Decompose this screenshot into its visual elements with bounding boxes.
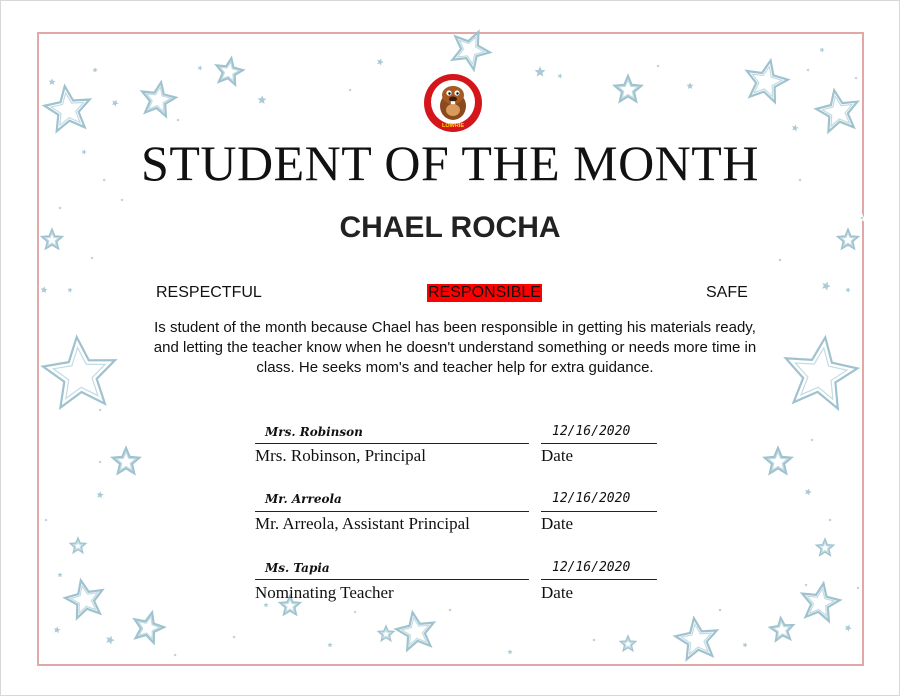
star-icon [40,285,49,294]
star-icon [791,123,800,133]
star-icon [47,77,57,86]
star-icon [557,72,564,80]
date-line [541,579,657,580]
star-icon [91,66,99,73]
star-icon [232,634,237,640]
star-icon [752,67,782,97]
date-line [541,443,657,444]
star-icon [828,517,834,523]
certificate-title: STUDENT OF THE MONTH [141,135,759,191]
star-icon [822,96,852,126]
signature-line [255,579,529,580]
star-icon [795,348,847,399]
date-label: Date [541,514,574,533]
star-icon [71,586,98,613]
star-icon [97,459,103,465]
star-icon [352,609,358,615]
star-icon [747,61,788,103]
star-icon [845,286,853,294]
star-icon [53,348,105,399]
star-icon [90,255,96,261]
star-icon [396,612,434,650]
star-icon [742,641,750,649]
star-icon [96,490,105,499]
star-icon [53,625,62,634]
star-icon [376,57,385,67]
star-icon [326,641,334,648]
signature-principal: Mrs. Robinson [265,425,363,439]
star-icon [802,583,840,621]
star-icon [819,46,827,54]
logo-text: LOWRIE [442,123,464,129]
star-icon [217,58,243,84]
signature-nominating-teacher: Ms. Tapia [265,561,330,575]
star-icon [65,580,102,618]
star-icon [44,517,50,523]
star-icon [810,437,816,443]
star-icon [685,81,695,90]
star-icon [172,652,178,658]
star-icon [57,205,63,210]
trait-safe: SAFE [706,284,748,301]
star-icon [453,32,490,70]
star-icon [97,407,103,413]
star-icon [807,589,834,616]
star-icon [804,487,813,497]
star-icon [142,82,176,116]
date-line [541,511,657,512]
date-label: Date [541,583,574,602]
star-icon [681,624,711,654]
star-icon [592,637,597,643]
star-icon [56,571,64,578]
beaver-mascot-icon [423,73,483,133]
star-icon [147,87,171,111]
star-icon [44,86,89,131]
star-icon [786,337,858,408]
signature-caption: Mr. Arreola, Assistant Principal [255,514,470,533]
star-icon [816,90,857,132]
star-icon [111,99,120,108]
star-icon [105,634,116,645]
date-value: 12/16/2020 [552,560,631,575]
star-icon [67,286,75,294]
date-value: 12/16/2020 [552,424,631,439]
star-icon [51,93,84,125]
star-icon [777,257,783,262]
student-name: CHAEL ROCHA [339,211,561,244]
signature-line [255,511,529,512]
star-icon [803,582,809,588]
star-icon [256,94,267,105]
trait-responsible-highlighted: RESPONSIBLE [428,284,541,301]
star-icon [43,337,115,408]
star-icon [176,117,182,123]
star-icon [717,607,723,612]
star-icon [675,618,717,659]
star-icon [854,75,860,81]
star-icon [120,197,126,203]
star-icon [533,65,546,78]
star-icon [402,618,429,645]
star-icon [855,585,861,591]
star-icon [844,624,853,633]
star-icon [806,67,812,73]
star-icon [821,280,832,291]
star-icon [447,607,453,612]
award-reason: Is student of the month because Chael has been responsible in getting his materials ready, and letting the teacher know when he doesn't understand something or needs more time in class. He seeks mom's and teacher help for extra guidance. [153,319,757,376]
signature-line [255,443,529,444]
date-value: 12/16/2020 [552,491,631,506]
signature-assistant-principal: Mr. Arreola [265,492,342,506]
date-label: Date [541,446,574,465]
trait-respectful: RESPECTFUL [156,284,262,301]
star-icon [656,63,662,69]
star-icon [506,648,514,655]
star-icon [457,37,484,64]
star-icon [348,87,354,93]
signature-caption: Mrs. Robinson, Principal [255,446,426,465]
signature-caption: Nominating Teacher [255,583,394,602]
star-icon [197,64,204,72]
